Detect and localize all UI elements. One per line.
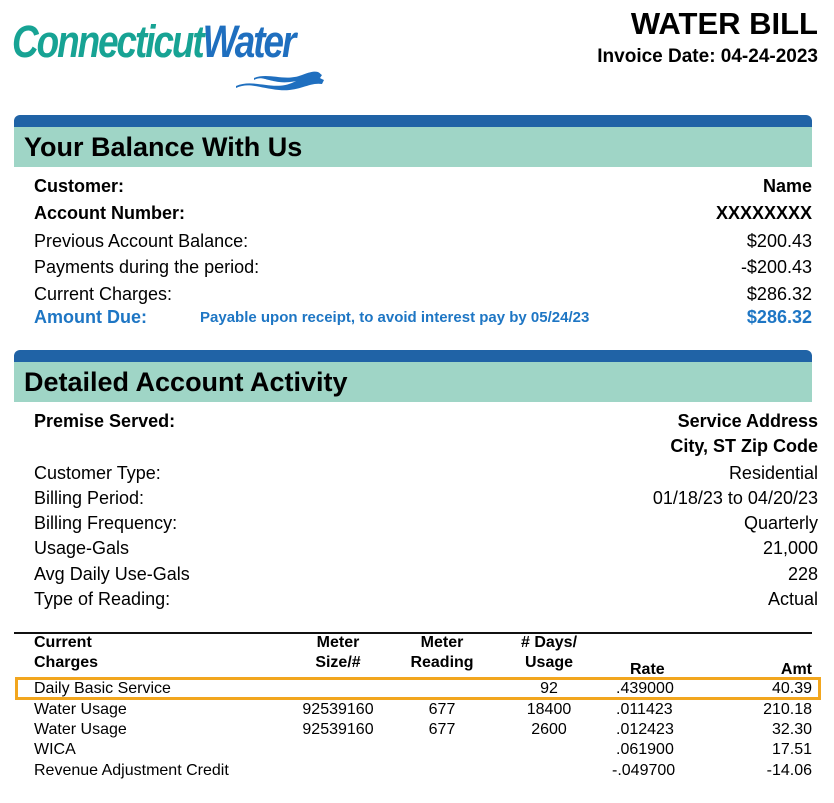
charge-name: WICA (34, 741, 76, 758)
detail-label: Type of Reading: (34, 589, 171, 609)
charge-name: Revenue Adjustment Credit (34, 762, 229, 779)
detail-row (34, 564, 818, 588)
current-label: Current Charges: (34, 284, 173, 304)
detail-row (34, 463, 818, 487)
header-line: Reading (410, 654, 474, 671)
detail-label: Billing Period: (34, 488, 145, 508)
charge-reading: 677 (428, 701, 456, 718)
detail-row (34, 488, 818, 512)
charge-usage: 18400 (526, 701, 572, 718)
detail-value: Quarterly (743, 513, 818, 533)
charge-usage: 92 (540, 680, 558, 697)
payments-row (34, 257, 812, 281)
charge-amt: 17.51 (771, 741, 812, 758)
account-number-row (34, 203, 812, 227)
detail-value: 228 (787, 564, 818, 584)
header-line: Charges (34, 654, 99, 671)
detail-value: 01/18/23 to 04/20/23 (652, 488, 818, 508)
header-line: Usage (524, 654, 574, 671)
charge-amt: 32.30 (771, 721, 812, 738)
current-value: $286.32 (746, 284, 812, 304)
charge-rate: .012423 (616, 721, 674, 738)
payments-label: Payments during the period: (34, 257, 260, 277)
document-title: WATER BILL (630, 6, 818, 41)
col-header-meter-reading (402, 633, 482, 673)
city-row (34, 436, 818, 460)
charge-rate: .439000 (616, 680, 674, 697)
amount-due-row (34, 307, 812, 331)
due-note: Payable upon receipt, to avoid interest pay by 05/24/23 (200, 309, 590, 326)
section-title: Your Balance With Us (24, 132, 303, 162)
payments-value: -$200.43 (740, 257, 812, 277)
detail-row (34, 589, 818, 613)
amount-due-label: Amount Due: (34, 307, 147, 327)
col-header-rate: Rate (630, 661, 665, 678)
charge-name: Daily Basic Service (34, 680, 171, 697)
charge-meter: 92539160 (302, 721, 374, 738)
logo-connecticut: Connecticut (12, 16, 203, 67)
header-line: Meter (316, 634, 360, 651)
detail-value: 21,000 (762, 538, 818, 558)
charge-amt: 210.18 (763, 701, 812, 718)
customer-row (34, 176, 812, 200)
logo-water: Water (202, 16, 295, 67)
invoice-date: Invoice Date: 04-24-2023 (597, 46, 818, 67)
charge-usage: 2600 (531, 721, 567, 738)
service-address: Service Address (677, 411, 818, 431)
logo-text (12, 16, 294, 68)
detail-label: Billing Frequency: (34, 513, 178, 533)
balance-section-header (14, 127, 812, 167)
detail-row (34, 538, 818, 562)
charge-name: Water Usage (34, 721, 127, 738)
detail-label: Customer Type: (34, 463, 161, 483)
connecticut-water-logo (12, 14, 322, 84)
account-label: Account Number: (34, 203, 186, 223)
amount-due-value: $286.32 (746, 307, 812, 327)
section-bar-accent (14, 350, 812, 362)
premise-label: Premise Served: (34, 411, 176, 431)
charge-reading: 677 (428, 721, 456, 738)
col-header-charges (34, 633, 98, 673)
detail-value: Actual (767, 589, 818, 609)
detail-label: Avg Daily Use-Gals (34, 564, 190, 584)
account-value: XXXXXXXX (715, 203, 812, 223)
col-header-amt: Amt (780, 661, 812, 678)
previous-balance-row (34, 231, 812, 255)
col-header-meter-size (296, 633, 380, 673)
section-title: Detailed Account Activity (24, 367, 348, 397)
detail-value: Residential (728, 463, 818, 483)
detail-row (34, 513, 818, 537)
section-bar-accent (14, 115, 812, 127)
current-charges-row (34, 284, 812, 308)
charge-rate: -.049700 (612, 762, 676, 779)
charge-rate: .011423 (616, 701, 673, 718)
previous-label: Previous Account Balance: (34, 231, 249, 251)
header-line: Size/# (315, 654, 361, 671)
detail-label: Usage-Gals (34, 538, 130, 558)
previous-value: $200.43 (746, 231, 812, 251)
customer-value: Name (762, 176, 812, 196)
header-line: # Days/ (520, 634, 578, 651)
activity-section-header (14, 362, 812, 402)
charge-rate: .061900 (616, 741, 674, 758)
charge-amt: -14.06 (766, 762, 812, 779)
water-waves-icon (234, 70, 326, 94)
col-header-days-usage (514, 633, 584, 673)
charge-meter: 92539160 (302, 701, 374, 718)
city-state-zip: City, ST Zip Code (670, 436, 818, 456)
premise-row (34, 411, 818, 435)
header-line: Current (34, 634, 92, 651)
header-line: Meter (420, 634, 464, 651)
customer-label: Customer: (34, 176, 125, 196)
charge-name: Water Usage (34, 701, 127, 718)
charge-amt: 40.39 (771, 680, 812, 697)
